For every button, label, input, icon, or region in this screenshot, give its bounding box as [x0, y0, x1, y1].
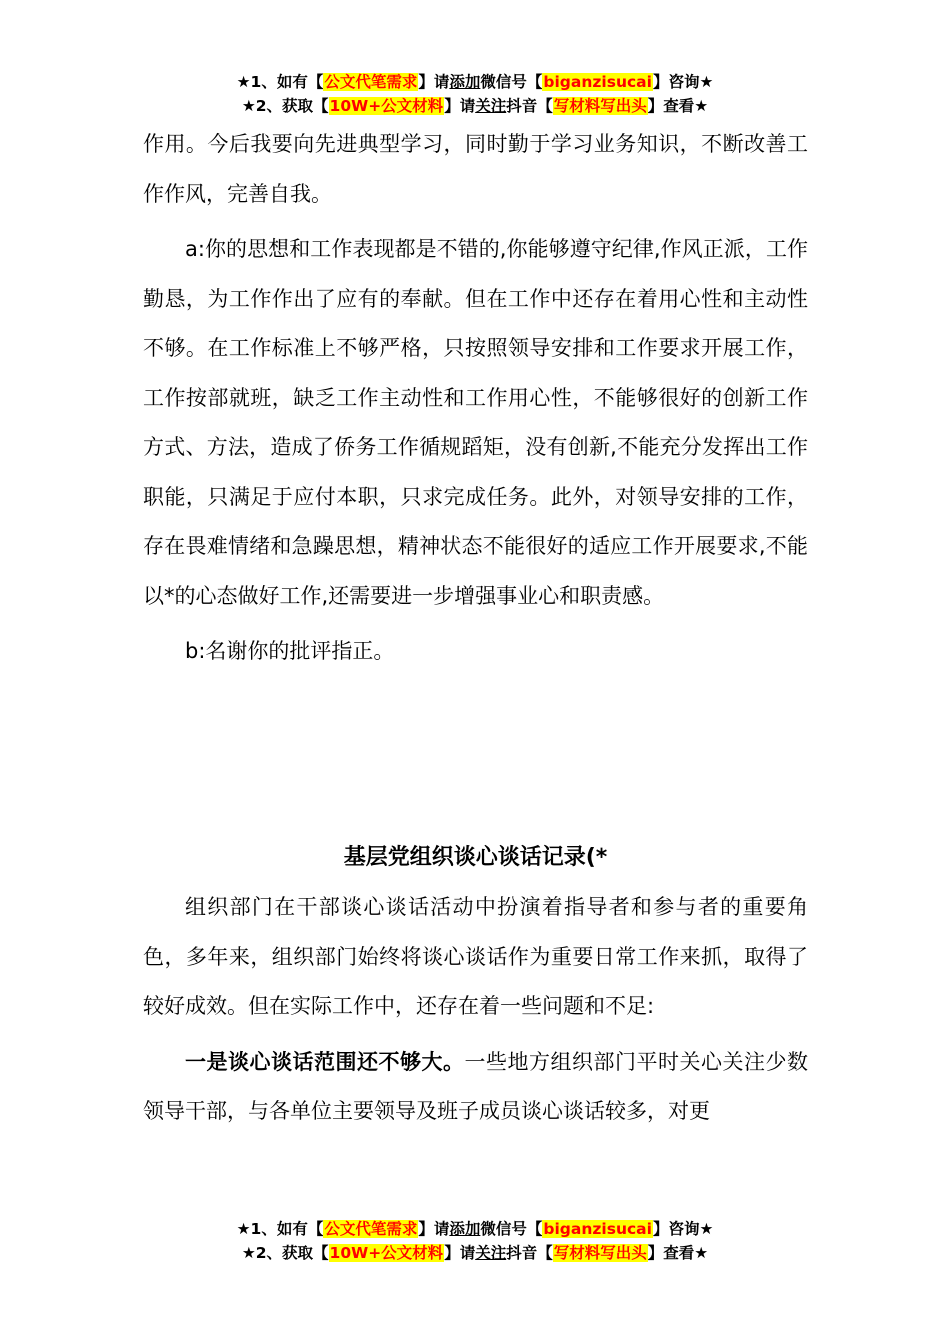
- banner-text: 】查看★: [647, 1244, 709, 1262]
- underlined-text: 关注: [475, 1244, 507, 1262]
- banner-text: 】请: [418, 1220, 450, 1238]
- banner-text: ★2、获取【: [241, 97, 329, 115]
- banner-text: 】请: [444, 1244, 476, 1262]
- underlined-text: 添加: [449, 73, 481, 91]
- banner-line-1: [0, 1217, 950, 1241]
- bold-lead: 一是谈心谈话范围还不够大。: [185, 1049, 465, 1074]
- underlined-text: 关注: [475, 97, 507, 115]
- banner-text: 抖音【: [506, 1244, 553, 1262]
- paragraph: 作用。今后我要向先进典型学习，同时勤于学习业务知识，不断改善工作作风，完善自我。: [143, 132, 808, 206]
- wechat-id: biganzisucai: [543, 73, 652, 91]
- wechat-id: biganzisucai: [543, 1220, 652, 1238]
- paragraph: 组织部门在干部谈心谈话活动中扮演着指导者和参与者的重要角色，多年来，组织部门始终将谈心谈话作为重要日常工作来抓，取得了较好成效。但在实际工作中，还存在着一些问题和不足:: [143, 895, 808, 1018]
- banner-line-1: [0, 70, 950, 94]
- banner-line-2: [0, 94, 950, 118]
- section-title: 基层党组织谈心谈话记录(*: [343, 845, 608, 870]
- highlight-text: 公文代笔需求: [324, 73, 418, 91]
- document-body: [143, 120, 808, 683]
- banner-text: ★1、如有【: [236, 1220, 324, 1238]
- banner-text: 】请: [418, 73, 450, 91]
- douyin-id: 写材料写出头: [553, 97, 647, 115]
- underlined-text: 添加: [449, 1220, 481, 1238]
- paragraph: a:你的思想和工作表现都是不错的,你能够遵守纪律,作风正派，工作勤恳，为工作作出了应有的奉献。但在工作中还存在着用心性和主动性不够。在工作标准上不够严格，只按照领导安排和工作要求开展工作，工作按部就班，缺乏工作主动性和工作用心性，不能够很好的创新工作方式、方法，造成了侨务工作循规蹈矩，没有创新,不能充分发挥出工作职能，只满足于应付本职，只求完成任务。此外，对领导安排的工作，存在畏难情绪和急躁思想，精神状态不能很好的适应工作开展要求,不能以*的心态做好工作,还需要进一步增强事业心和职责感。: [143, 237, 808, 608]
- paragraph-text: 一些地方组织部门平时关心关注少数领导干部，与各单位主要领导及班子成员谈心谈话较多，对更: [143, 1049, 808, 1123]
- footer-banner: [0, 1217, 950, 1265]
- banner-text: 抖音【: [506, 97, 553, 115]
- highlight-text: 10W+公文材料: [329, 97, 444, 115]
- banner-text: ★1、如有【: [236, 73, 324, 91]
- banner-text: 】请: [444, 97, 476, 115]
- banner-text: ★2、获取【: [241, 1244, 329, 1262]
- banner-text: 】咨询★: [652, 1220, 714, 1238]
- paragraph: [143, 1038, 808, 1137]
- highlight-text: 10W+公文材料: [329, 1244, 444, 1262]
- banner-text: 】查看★: [647, 97, 709, 115]
- paragraph: b:名谢你的批评指正。: [185, 639, 395, 663]
- document-section: [143, 833, 808, 1143]
- banner-text: 微信号【: [480, 73, 543, 91]
- highlight-text: 公文代笔需求: [324, 1220, 418, 1238]
- banner-text: 微信号【: [480, 1220, 543, 1238]
- banner-line-2: [0, 1241, 950, 1265]
- header-banner: [0, 70, 950, 118]
- douyin-id: 写材料写出头: [553, 1244, 647, 1262]
- banner-text: 】咨询★: [652, 73, 714, 91]
